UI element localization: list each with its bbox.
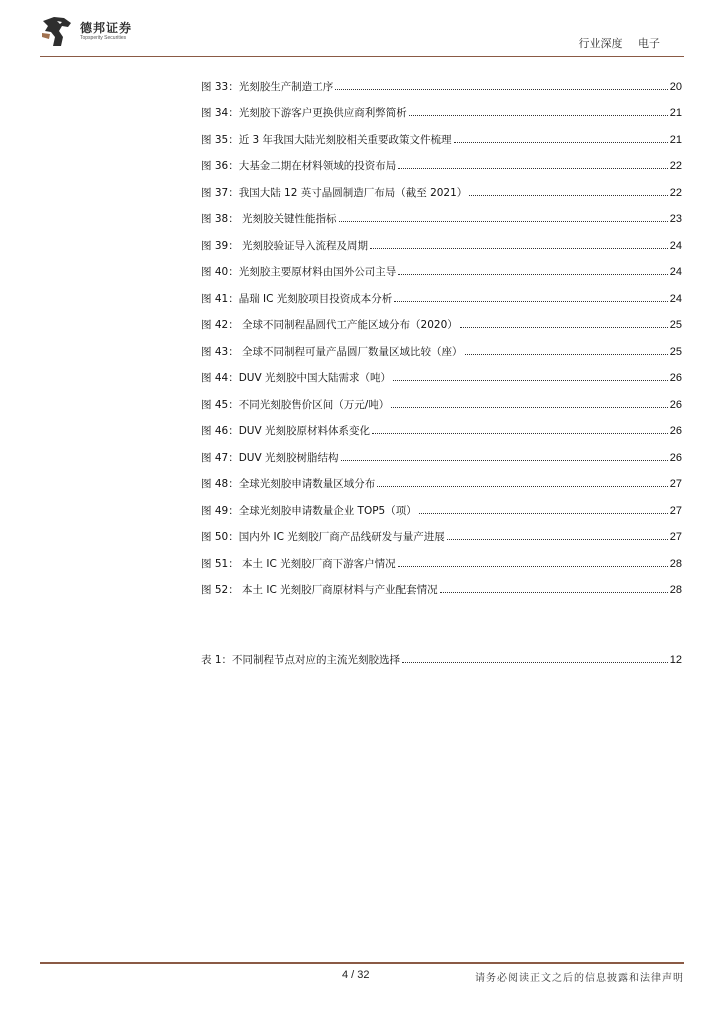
toc-entry-label: 图 50：国内外 IC 光刻胶厂商产品线研发与量产进展	[201, 531, 445, 543]
toc-leader-dots	[393, 380, 668, 381]
toc-entry-page: 25	[669, 319, 682, 331]
toc-entry-label: 图 45：不同光刻胶售价区间（万元/吨）	[201, 398, 390, 411]
toc-entry-page: 26	[669, 372, 682, 384]
logo-chinese-name: 德邦证券	[80, 21, 133, 35]
toc-entry-label: 图 51： 本土 IC 光刻胶厂商下游客户情况	[201, 557, 396, 570]
toc-leader-dots	[409, 115, 668, 116]
header-divider	[40, 56, 684, 57]
toc-leader-dots	[370, 248, 668, 249]
toc-entry-page: 28	[669, 557, 682, 570]
toc-leader-dots	[391, 407, 668, 408]
toc-entry[interactable]	[201, 332, 682, 359]
toc-entry-page: 22	[669, 186, 682, 199]
toc-leader-dots	[465, 354, 668, 355]
toc-entry-page: 22	[669, 160, 682, 172]
toc-entry[interactable]	[201, 359, 682, 386]
toc-leader-dots	[398, 168, 668, 169]
toc-leader-dots	[377, 486, 668, 487]
toc-entry[interactable]	[201, 279, 682, 306]
toc-entry-label: 图 49：全球光刻胶申请数量企业 TOP5（项）	[201, 504, 417, 517]
toc-leader-dots	[440, 592, 668, 593]
toc-leader-dots	[341, 460, 668, 461]
toc-entry[interactable]	[201, 226, 682, 253]
toc-entry-label: 图 33：光刻胶生产制造工序	[201, 80, 334, 93]
toc-entry-page: 23	[669, 213, 682, 225]
footer-divider	[40, 962, 684, 964]
toc-entry[interactable]	[201, 147, 682, 174]
toc-entry-page: 24	[669, 266, 682, 278]
toc-entry-page: 27	[669, 504, 682, 517]
toc-entry-label: 图 42： 全球不同制程晶圆代工产能区域分布（2020）	[201, 319, 458, 331]
toc-entry[interactable]	[201, 67, 682, 94]
toc-entry[interactable]	[201, 200, 682, 227]
toc-entry-page: 27	[669, 531, 682, 543]
toc-entry-page: 26	[669, 398, 682, 411]
toc-entry[interactable]	[201, 173, 682, 200]
table-table-of-contents	[201, 640, 682, 667]
toc-entry-page: 28	[669, 584, 682, 596]
toc-leader-dots	[460, 327, 668, 328]
toc-leader-dots	[447, 539, 668, 540]
report-type: 行业深度	[578, 37, 623, 50]
toc-leader-dots	[372, 433, 668, 434]
toc-entry-page: 20	[669, 80, 682, 93]
toc-entry-page: 12	[669, 653, 682, 666]
toc-entry[interactable]	[201, 571, 682, 598]
toc-entry-page: 24	[669, 292, 682, 305]
report-sector: 电子	[638, 37, 660, 50]
toc-entry-page: 27	[669, 478, 682, 490]
toc-leader-dots	[419, 513, 668, 514]
toc-entry[interactable]	[201, 385, 682, 412]
toc-entry[interactable]	[201, 640, 682, 667]
toc-leader-dots	[339, 221, 668, 222]
toc-entry-label: 图 38： 光刻胶关键性能指标	[201, 213, 337, 225]
toc-leader-dots	[469, 195, 667, 196]
toc-entry-page: 21	[669, 133, 682, 146]
toc-entry-label: 图 37：我国大陆 12 英寸晶圆制造厂布局（截至 2021）	[201, 186, 468, 199]
logo-english-name: Topsperity Securities	[80, 35, 127, 41]
toc-entry-label: 图 39： 光刻胶验证导入流程及周期	[201, 239, 369, 252]
toc-leader-dots	[394, 301, 667, 302]
toc-entry-label: 图 52： 本土 IC 光刻胶厂商原材料与产业配套情况	[201, 584, 438, 596]
toc-entry-page: 26	[669, 451, 682, 464]
toc-entry-label: 表 1：不同制程节点对应的主流光刻胶选择	[201, 653, 401, 666]
toc-entry[interactable]	[201, 438, 682, 465]
toc-leader-dots	[454, 142, 668, 143]
dragon-logo-icon	[40, 15, 74, 49]
toc-entry[interactable]	[201, 518, 682, 545]
toc-entry-page: 24	[669, 239, 682, 252]
page-number: 4 / 32	[342, 969, 370, 981]
toc-entry-label: 图 44：DUV 光刻胶中国大陆需求（吨）	[201, 372, 391, 384]
toc-leader-dots	[335, 89, 668, 90]
figure-table-of-contents	[201, 67, 682, 597]
toc-entry[interactable]	[201, 412, 682, 439]
toc-entry-label: 图 36：大基金二期在材料领域的投资布局	[201, 160, 397, 172]
toc-entry[interactable]	[201, 544, 682, 571]
toc-entry-label: 图 35：近 3 年我国大陆光刻胶相关重要政策文件梳理	[201, 133, 452, 146]
company-logo	[40, 15, 132, 49]
toc-entry-label: 图 46：DUV 光刻胶原材料体系变化	[201, 425, 370, 437]
toc-entry-label: 图 41：晶瑞 IC 光刻胶项目投资成本分析	[201, 292, 393, 305]
toc-entry[interactable]	[201, 120, 682, 147]
toc-entry-label: 图 43： 全球不同制程可量产晶圆厂数量区域比较（座）	[201, 345, 463, 358]
report-category	[567, 35, 661, 51]
toc-leader-dots	[402, 662, 668, 663]
toc-entry-label: 图 40：光刻胶主要原材料由国外公司主导	[201, 266, 397, 278]
toc-entry-page: 25	[669, 345, 682, 358]
toc-entry[interactable]	[201, 491, 682, 518]
toc-entry-page: 26	[669, 425, 682, 437]
toc-entry[interactable]	[201, 94, 682, 121]
toc-entry[interactable]	[201, 306, 682, 333]
toc-leader-dots	[398, 566, 668, 567]
toc-entry-label: 图 48：全球光刻胶申请数量区域分布	[201, 478, 376, 490]
toc-entry-page: 21	[669, 107, 682, 119]
toc-entry-label: 图 34：光刻胶下游客户更换供应商利弊简析	[201, 107, 407, 119]
toc-entry[interactable]	[201, 253, 682, 280]
toc-leader-dots	[398, 274, 668, 275]
toc-entry-label: 图 47：DUV 光刻胶树脂结构	[201, 451, 339, 464]
legal-disclaimer: 请务必阅读正文之后的信息披露和法律声明	[475, 973, 684, 984]
toc-entry[interactable]	[201, 465, 682, 492]
